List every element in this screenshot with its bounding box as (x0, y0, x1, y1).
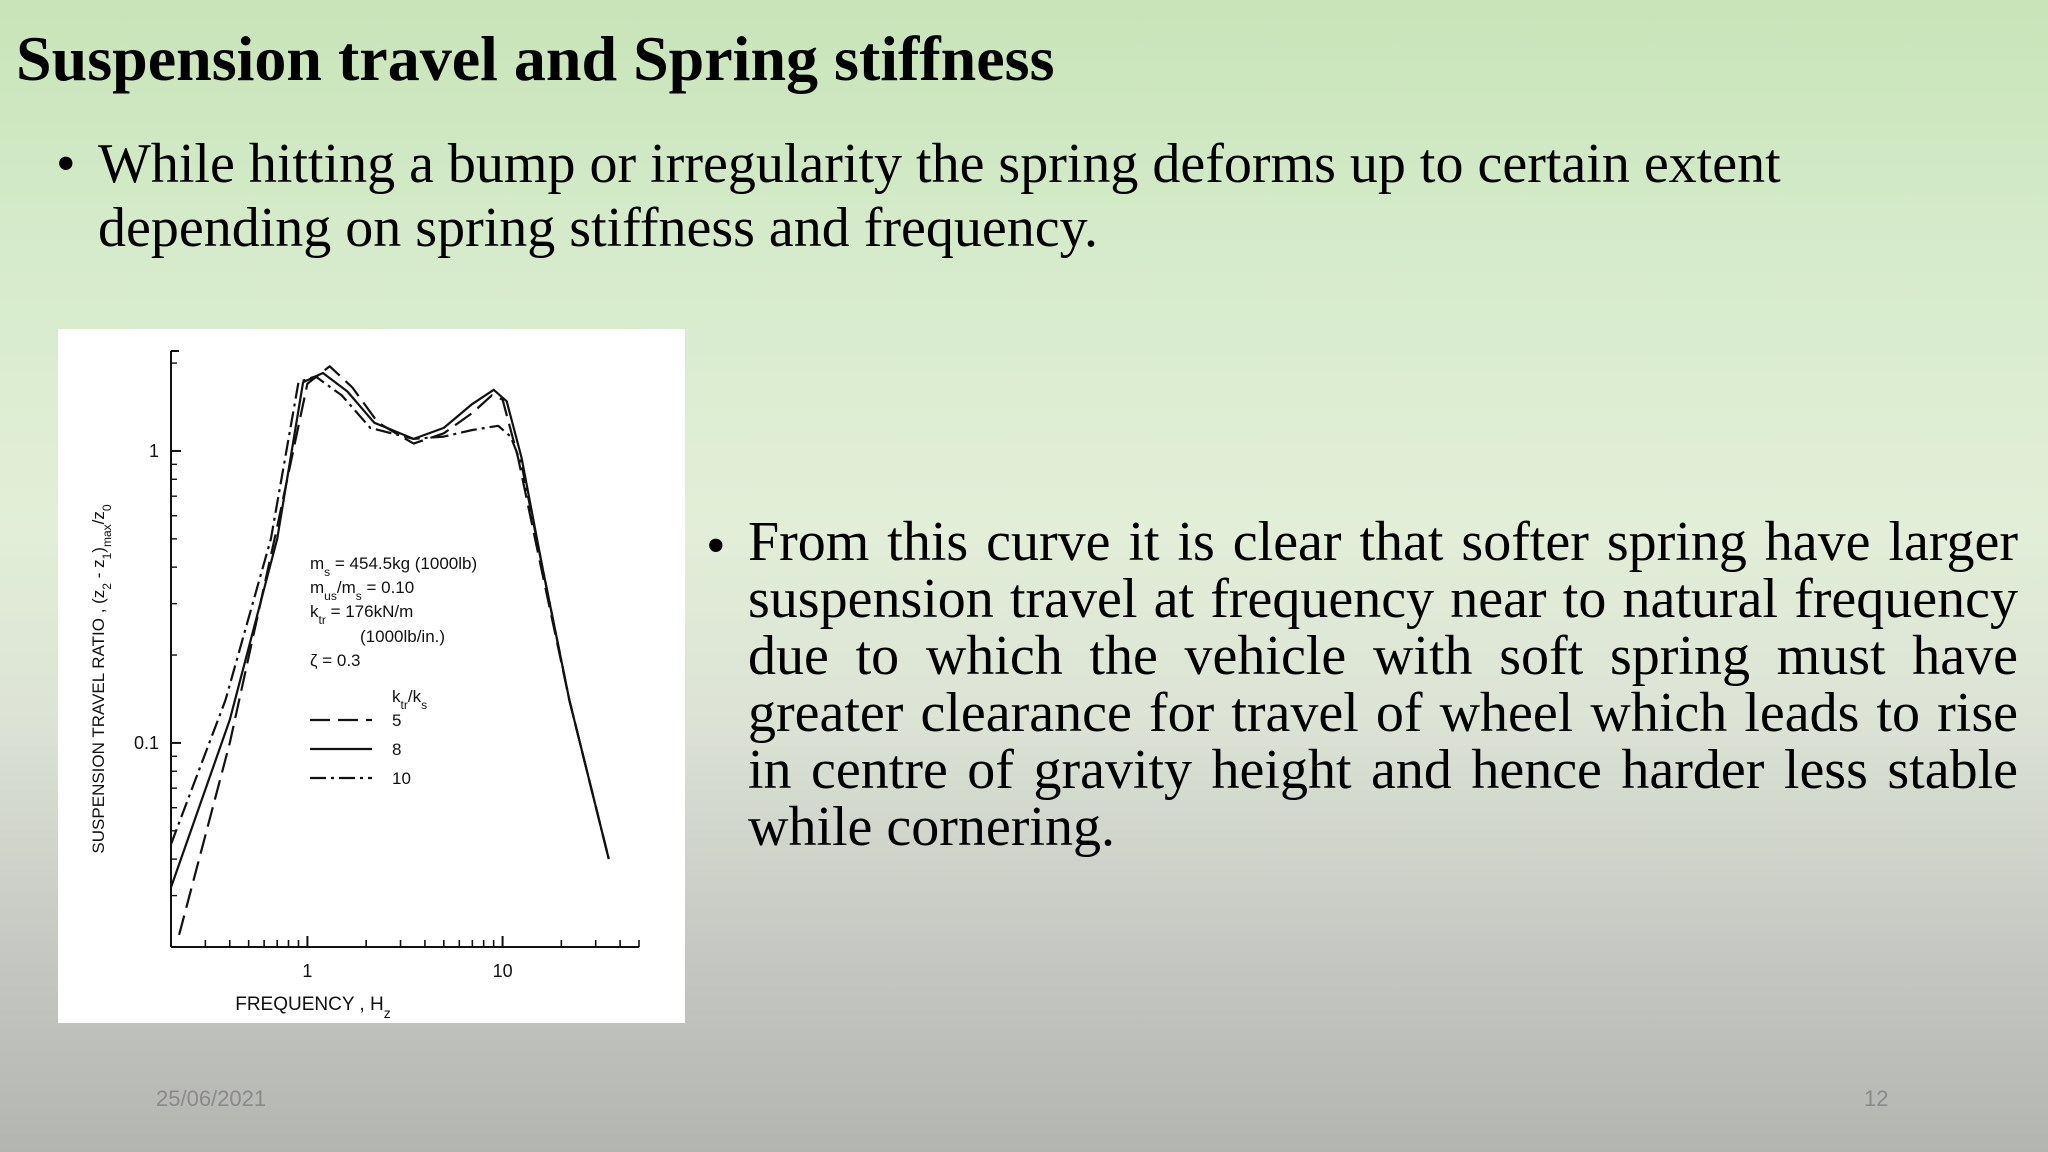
legend-label: 5 (392, 711, 402, 730)
series-line-5 (179, 366, 609, 935)
param-line: $m_{us}/m_s = 0.10$ (310, 578, 415, 603)
x-axis-label: FREQUENCY , $H_z$ (235, 994, 391, 1021)
legend-label: 8 (392, 740, 402, 759)
legend-label: 10 (392, 769, 411, 788)
suspension-travel-chart (58, 329, 685, 1023)
bullet-dot: • (706, 515, 726, 577)
axes (171, 351, 639, 947)
bullet-point (706, 511, 2018, 858)
footer-date: 25/06/2021 (156, 1086, 267, 1111)
bullet-point (56, 132, 1956, 260)
x-tick-label: 10 (492, 961, 513, 981)
legend-title: $k_{tr}/k_s$ (392, 687, 428, 712)
y-axis-label: SUSPENSION TRAVEL RATIO , $(z_2 - z_1)_{max}/z_0$ (89, 504, 114, 854)
page-number: 12 (1864, 1086, 1889, 1111)
bullet-text: From this curve it is clear that softer spring have larger suspension travel at frequency near to natural frequency due to which the vehicle with soft spring must have greater clearance for travel of wheel which leads to rise in centre of gravity height and hence harder less stable while cornering. (748, 511, 2018, 858)
chart-figure (58, 329, 685, 1023)
y-tick-label: 0.1 (133, 732, 159, 753)
param-line: ζ = 0.3 (310, 651, 361, 670)
param-line: $m_s = 454.5kg$ (1000lb) (310, 554, 478, 579)
x-tick-label: 1 (302, 961, 313, 981)
bullet-dot: • (56, 133, 76, 195)
bullet-text: While hitting a bump or irregularity the spring deforms up to certain extent depending on spring stiffness and frequency. (98, 133, 1781, 259)
slide-title: Suspension travel and Spring stiffness (16, 23, 1055, 94)
parameter-annotation (310, 554, 477, 670)
series-lines (171, 366, 609, 935)
legend (310, 687, 427, 788)
param-line: (1000lb/in.) (360, 627, 446, 646)
y-tick-label: 1 (148, 440, 159, 461)
param-line: $k_{tr} = 176kN/m$ (310, 602, 414, 627)
